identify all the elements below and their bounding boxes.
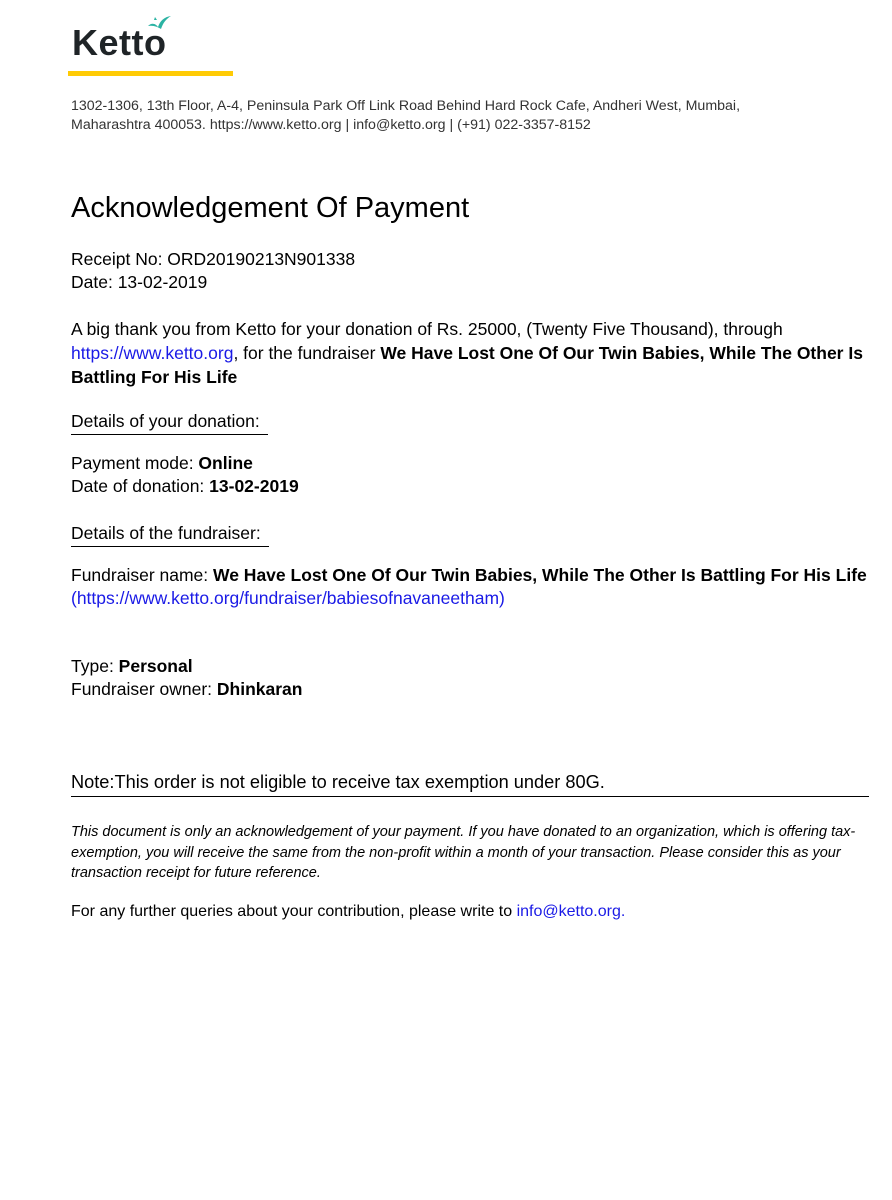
donation-date-label: Date of donation: <box>71 476 210 496</box>
date-label: Date: <box>71 272 118 292</box>
payment-mode-label: Payment mode: <box>71 453 199 473</box>
company-address <box>71 97 851 135</box>
receipt-date: 13-02-2019 <box>117 272 208 292</box>
bird-icon <box>146 14 172 34</box>
receipt-label: Receipt No: <box>71 249 168 269</box>
fundraiser-details <box>71 564 871 610</box>
logo-underline-bar <box>68 71 233 76</box>
queries-line <box>71 903 625 921</box>
donation-details <box>71 452 299 498</box>
donation-details-heading: Details of your donation: <box>71 411 268 435</box>
ketto-website-link[interactable]: https://www.ketto.org <box>71 343 234 363</box>
donation-date-value: 13-02-2019 <box>209 476 299 496</box>
thanks-text-middle: , for the fundraiser <box>233 343 381 363</box>
page-title: Acknowledgement Of Payment <box>71 192 470 224</box>
payment-mode-value: Online <box>198 453 253 473</box>
fundraiser-name-label: Fundraiser name: <box>71 565 214 585</box>
disclaimer-text: This document is only an acknowledgement of your payment. If you have donated to an organization, which is offering tax-exemption, you will receive the same from the non-profit within a month of your transaction. Please consider this as your transaction receipt for future reference. <box>71 824 856 881</box>
fundraiser-details-heading: Details of the fundraiser: <box>71 523 269 547</box>
address-line-1: 1302-1306, 13th Floor, A-4, Peninsula Park Off Link Road Behind Hard Rock Cafe, Andheri West, Mumbai, <box>71 98 741 114</box>
tax-exemption-note: Note:This order is not eligible to receive tax exemption under 80G. <box>71 772 869 797</box>
receipt-info <box>71 248 355 294</box>
fundraiser-url-link[interactable]: (https://www.ketto.org/fundraiser/babiesofnavaneetham) <box>71 588 505 608</box>
thanks-text: A big thank you from Ketto for your donation of Rs. 25000, (Twenty Five Thousand), through <box>71 319 783 339</box>
queries-text: For any further queries about your contribution, please write to <box>71 903 517 920</box>
fundraiser-title: We Have Lost One Of Our Twin Babies, While The Other Is Battling For His Life <box>71 343 863 387</box>
type-label: Type: <box>71 656 119 676</box>
fundraiser-name-value: We Have Lost One Of Our Twin Babies, While The Other Is Battling For His Life <box>213 565 867 585</box>
ketto-logo <box>72 14 182 62</box>
owner-label: Fundraiser owner: <box>71 679 217 699</box>
logo-wordmark: Ketto <box>72 22 167 63</box>
address-line-2: Maharashtra 400053. https://www.ketto.org | info@ketto.org | (+91) 022-3357-8152 <box>71 117 591 133</box>
support-email-link[interactable]: info@ketto.org. <box>516 903 626 920</box>
type-value: Personal <box>118 656 193 676</box>
fundraiser-type-owner <box>71 655 302 701</box>
thank-you-message <box>71 317 871 389</box>
receipt-number: ORD20190213N901338 <box>167 249 356 269</box>
owner-value: Dhinkaran <box>216 679 303 699</box>
